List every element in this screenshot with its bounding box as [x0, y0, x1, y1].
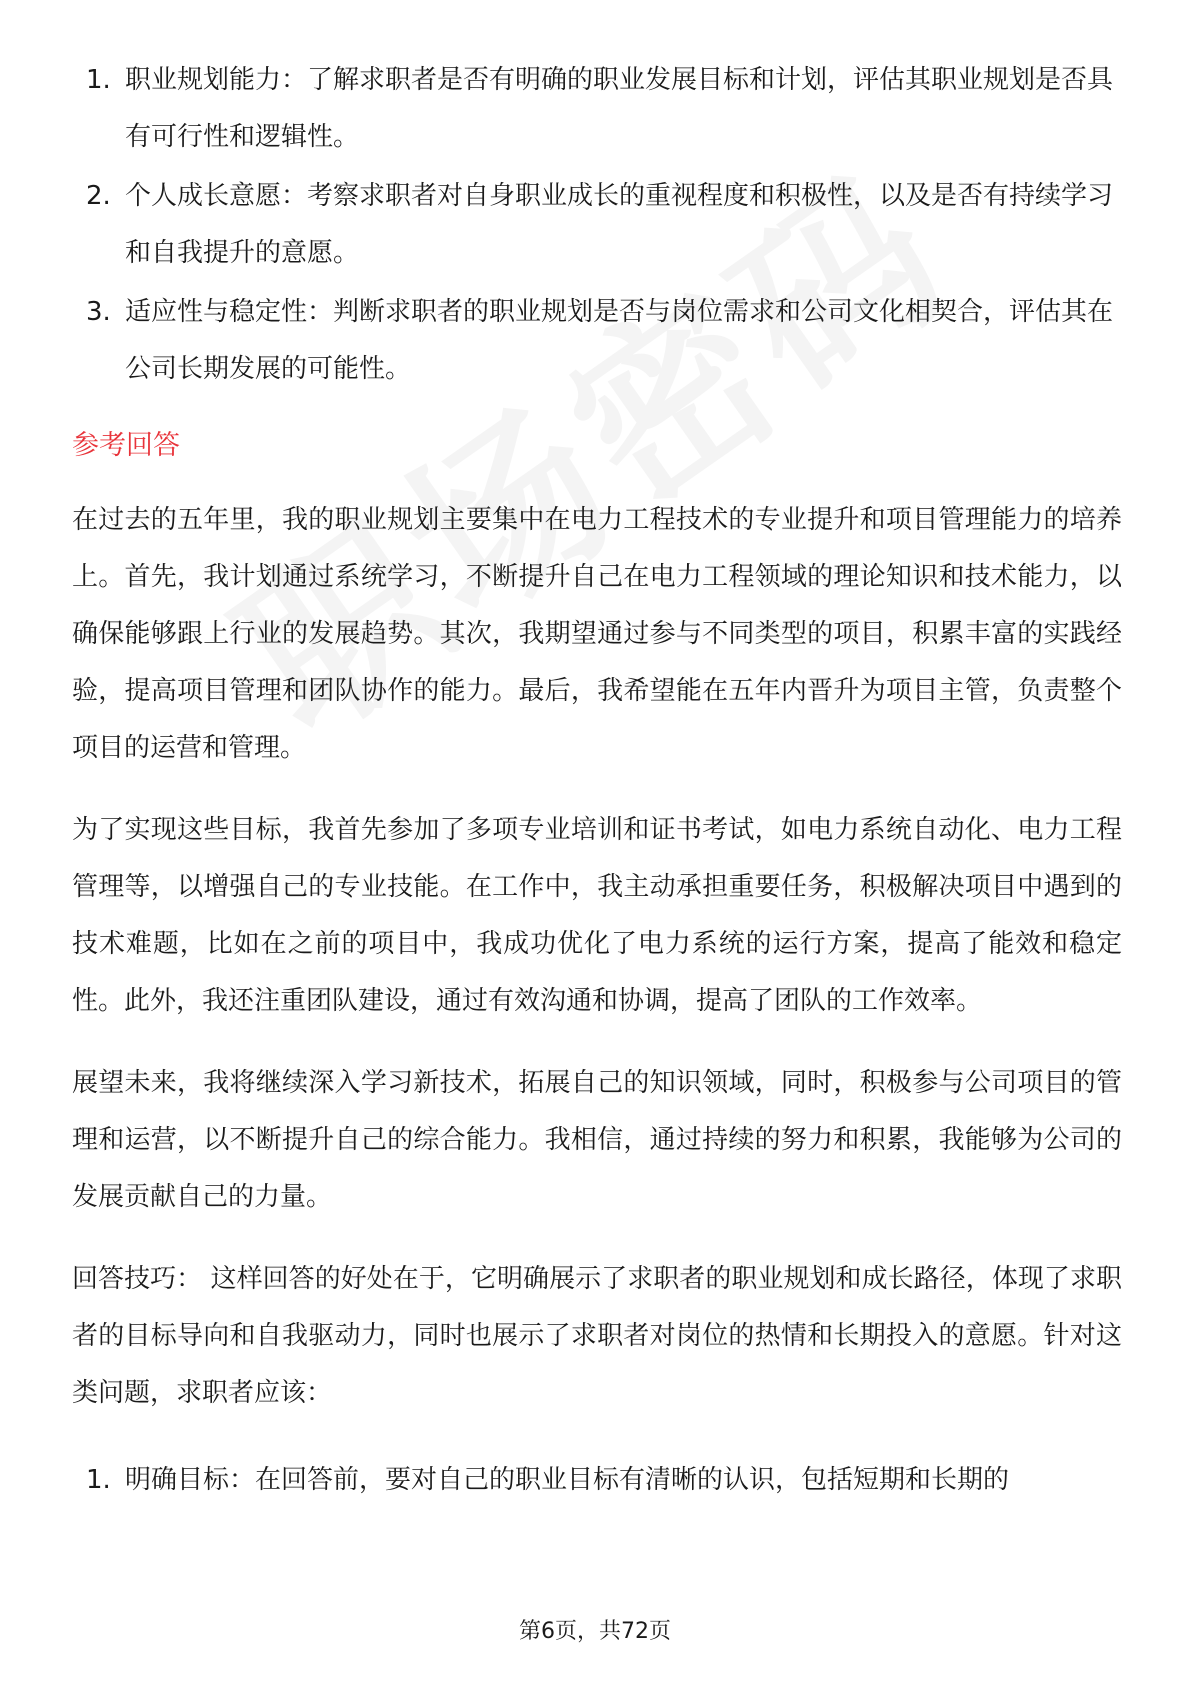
list-number: 1. — [86, 65, 111, 95]
list-item — [72, 284, 1122, 398]
tips-list — [72, 1452, 1122, 1509]
list-text: 适应性与稳定性：判断求职者的职业规划是否与岗位需求和公司文化相契合，评估其在公司长期发展的可能性。 — [125, 297, 1114, 384]
list-text: 职业规划能力：了解求职者是否有明确的职业发展目标和计划，评估其职业规划是否具有可行性和逻辑性。 — [125, 65, 1114, 152]
list-number: 1. — [86, 1465, 111, 1495]
list-item — [72, 52, 1122, 166]
list-number: 2. — [86, 181, 111, 211]
evaluation-criteria-list — [72, 52, 1122, 398]
tips-paragraph: 回答技巧： 这样回答的好处在于，它明确展示了求职者的职业规划和成长路径，体现了求职者的目标导向和自我驱动力，同时也展示了求职者对岗位的热情和长期投入的意愿。针对这类问题，求职者应该： — [72, 1264, 1122, 1408]
page-footer: 第6页，共72页 — [519, 1619, 671, 1644]
list-text: 个人成长意愿：考察求职者对自身职业成长的重视程度和积极性，以及是否有持续学习和自我提升的意愿。 — [125, 181, 1114, 268]
list-text: 明确目标：在回答前，要对自己的职业目标有清晰的认识，包括短期和长期的 — [125, 1465, 1010, 1495]
answer-paragraph: 为了实现这些目标，我首先参加了多项专业培训和证书考试，如电力系统自动化、电力工程管理等，以增强自己的专业技能。在工作中，我主动承担重要任务，积极解决项目中遇到的技术难题，比如在之前的项目中，我成功优化了电力系统的运行方案，提高了能效和稳定性。此外，我还注重团队建设，通过有效沟通和协调，提高了团队的工作效率。 — [72, 815, 1122, 1016]
answer-paragraph: 展望未来，我将继续深入学习新技术，拓展自己的知识领域，同时，积极参与公司项目的管理和运营，以不断提升自己的综合能力。我相信，通过持续的努力和积累，我能够为公司的发展贡献自己的力量。 — [72, 1068, 1122, 1212]
reference-answer-heading: 参考回答 — [72, 430, 180, 461]
list-number: 3. — [86, 297, 111, 327]
list-item — [72, 168, 1122, 282]
list-item — [72, 1452, 1122, 1509]
answer-paragraph: 在过去的五年里，我的职业规划主要集中在电力工程技术的专业提升和项目管理能力的培养上。首先，我计划通过系统学习，不断提升自己在电力工程领域的理论知识和技术能力，以确保能够跟上行业的发展趋势。其次，我期望通过参与不同类型的项目，积累丰富的实践经验，提高项目管理和团队协作的能力。最后，我希望能在五年内晋升为项目主管，负责整个项目的运营和管理。 — [72, 505, 1122, 763]
document-body — [72, 52, 1122, 1511]
